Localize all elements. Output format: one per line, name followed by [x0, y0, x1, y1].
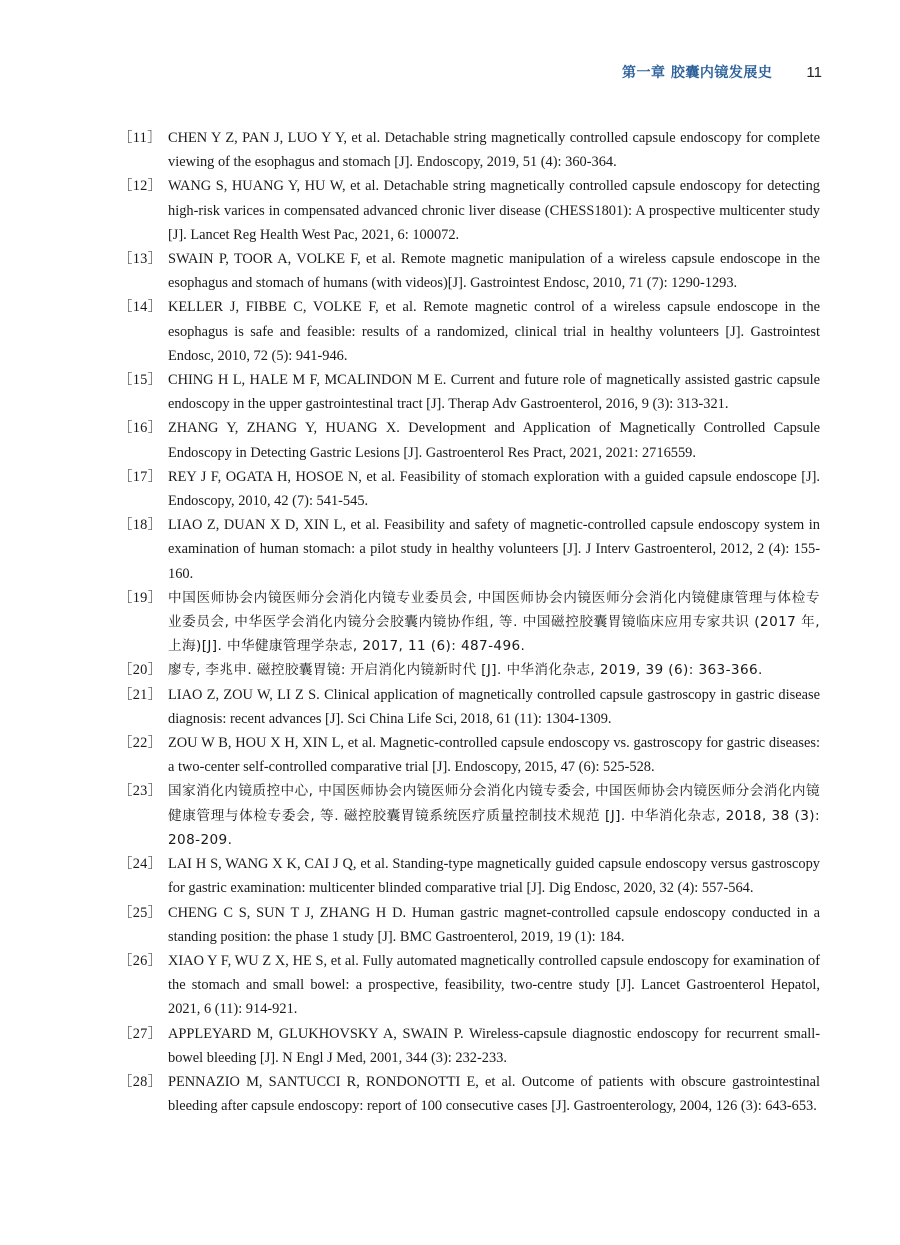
reference-text: LIAO Z, ZOU W, LI Z S. Clinical application of magnetically controlled capsule gastroscopy in gastric disease diagnosis: recent advances [J]. Sci China Life Sci, 2018, 61 (11): 1304-1309. [168, 686, 820, 727]
reference-text: 廖专, 李兆申. 磁控胶囊胃镜: 开启消化内镜新时代 [J]. 中华消化杂志, 2019, 39 (6): 363-366. [168, 662, 763, 679]
reference-item [118, 901, 820, 949]
reference-number: ［24］ [118, 856, 163, 873]
reference-text: APPLEYARD M, GLUKHOVSKY A, SWAIN P. Wireless-capsule diagnostic endoscopy for recurrent small-bowel bleeding [J]. N Engl J Med, 2001, 344 (3): 232-233. [168, 1025, 820, 1066]
reference-number: ［14］ [118, 299, 163, 316]
reference-item [118, 126, 820, 174]
reference-number: ［16］ [118, 420, 163, 437]
reference-text: LIAO Z, DUAN X D, XIN L, et al. Feasibility and safety of magnetic-controlled capsule endoscopy system in examination of human stomach: a pilot study in healthy volunteers [J]. J Interv Gastroenterol, 2012, 2 (4): 155-160. [168, 517, 820, 582]
reference-item [118, 416, 820, 464]
reference-item [118, 247, 820, 295]
reference-number: ［17］ [118, 468, 163, 485]
reference-item [118, 368, 820, 416]
reference-list [118, 126, 820, 1118]
reference-text: CHING H L, HALE M F, MCALINDON M E. Current and future role of magnetically assisted gastric capsule endoscopy in the upper gastrointestinal tract [J]. Therap Adv Gastroenterol, 2016, 9 (3): 313-321. [168, 372, 820, 413]
reference-item [118, 295, 820, 368]
reference-text: SWAIN P, TOOR A, VOLKE F, et al. Remote magnetic manipulation of a wireless capsule endoscope in the esophagus and stomach of humans (with videos)[J]. Gastrointest Endosc, 2010, 71 (7): 1290-1293. [168, 251, 820, 292]
reference-number: ［28］ [118, 1073, 163, 1090]
reference-item [118, 949, 820, 1022]
reference-number: ［21］ [118, 686, 163, 703]
reference-item [118, 586, 820, 659]
reference-number: ［26］ [118, 952, 163, 969]
reference-text: 中国医师协会内镜医师分会消化内镜专业委员会, 中国医师协会内镜医师分会消化内镜健康管理与体检专业委员会, 中华医学会消化内镜分会胶囊内镜协作组, 等. 中国磁控胶囊胃镜临床应用专家共识 (2017 年, 上海)[J]. 中华健康管理学杂志, 2017, 11 (6): 487-496. [168, 589, 820, 655]
reference-item [118, 683, 820, 731]
page-number: 11 [806, 64, 822, 81]
reference-text: ZOU W B, HOU X H, XIN L, et al. Magnetic-controlled capsule endoscopy vs. gastroscopy for gastric diseases: a two-center self-controlled comparative trial [J]. Endoscopy, 2015, 47 (6): 525-528. [168, 735, 820, 776]
reference-number: ［13］ [118, 251, 163, 268]
reference-item [118, 658, 820, 682]
reference-item [118, 513, 820, 586]
reference-text: REY J F, OGATA H, HOSOE N, et al. Feasibility of stomach exploration with a guided capsule endoscope [J]. Endoscopy, 2010, 42 (7): 541-545. [168, 468, 820, 510]
reference-text: WANG S, HUANG Y, HU W, et al. Detachable string magnetically controlled capsule endoscopy for detecting high-risk varices in compensated advanced chronic liver disease (CHESS1801): A prospective multicenter study [J]. Lancet Reg Health West Pac, 2021, 6: 100072. [168, 178, 820, 243]
reference-number: ［12］ [118, 178, 163, 195]
reference-item [118, 731, 820, 779]
reference-item [118, 852, 820, 900]
reference-number: ［20］ [118, 662, 163, 679]
reference-number: ［18］ [118, 517, 163, 534]
reference-text: CHENG C S, SUN T J, ZHANG H D. Human gastric magnet-controlled capsule endoscopy conducted in a standing position: the phase 1 study [J]. BMC Gastroenterol, 2019, 19 (1): 184. [168, 904, 820, 945]
reference-number: ［15］ [118, 372, 163, 389]
reference-number: ［22］ [118, 735, 163, 752]
reference-item [118, 779, 820, 852]
reference-text: ZHANG Y, ZHANG Y, HUANG X. Development and Application of Magnetically Controlled Capsule Endoscopy in Detecting Gastric Lesions [J]. Gastroenterol Res Pract, 2021, 2021: 2716559. [168, 420, 820, 461]
reference-item [118, 174, 820, 247]
running-header [622, 62, 822, 82]
reference-number: ［23］ [118, 783, 163, 800]
reference-number: ［11］ [118, 130, 162, 146]
reference-item [118, 465, 820, 513]
reference-number: ［27］ [118, 1025, 163, 1042]
reference-item [118, 1022, 820, 1070]
reference-text: CHEN Y Z, PAN J, LUO Y Y, et al. Detachable string magnetically controlled capsule endoscopy for complete viewing of the esophagus and stomach [J]. Endoscopy, 2019, 51 (4): 360-364. [168, 130, 820, 171]
reference-number: ［25］ [118, 904, 163, 921]
reference-text: XIAO Y F, WU Z X, HE S, et al. Fully automated magnetically controlled capsule endoscopy for examination of the stomach and small bowel: a prospective, feasibility, two-centre study [J]. Lancet Gastroenterol Hepatol, 2021, 6 (11): 914-921. [168, 952, 820, 1018]
reference-text: 国家消化内镜质控中心, 中国医师协会内镜医师分会消化内镜专委会, 中国医师协会内镜医师分会消化内镜健康管理与体检专委会, 等. 磁控胶囊胃镜系统医疗质量控制技术规范 [J]. 中华消化杂志, 2018, 38 (3): 208-209. [168, 783, 820, 848]
reference-text: KELLER J, FIBBE C, VOLKE F, et al. Remote magnetic control of a wireless capsule endoscope in the esophagus is safe and feasible: results of a randomized, clinical trial in healthy volunteers [J]. Gastrointest Endosc, 2010, 72 (5): 941-946. [168, 299, 820, 364]
reference-item [118, 1070, 820, 1118]
reference-text: PENNAZIO M, SANTUCCI R, RONDONOTTI E, et al. Outcome of patients with obscure gastrointestinal bleeding after capsule endoscopy: report of 100 consecutive cases [J]. Gastroenterology, 2004, 126 (3): 643-653. [168, 1073, 820, 1115]
chapter-title: 第一章 胶囊内镜发展史 [622, 65, 773, 81]
reference-number: ［19］ [118, 589, 163, 606]
reference-text: LAI H S, WANG X K, CAI J Q, et al. Standing-type magnetically guided capsule endoscopy versus gastroscopy for gastric examination: multicenter blinded comparative trial [J]. Dig Endosc, 2020, 32 (4): 557-564. [168, 856, 820, 897]
